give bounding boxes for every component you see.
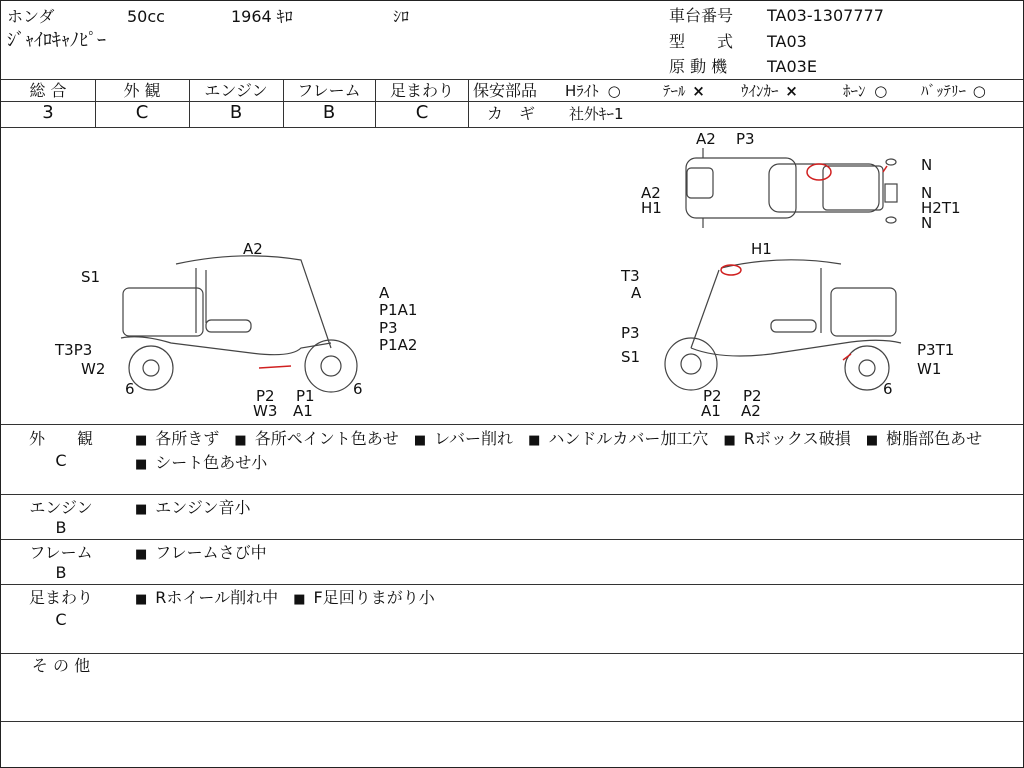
scooter-left-view [121, 256, 357, 392]
diagram-label: P2 [703, 387, 722, 405]
chassis-label: 車台番号 [669, 6, 734, 25]
section-label-engine: エンジン [29, 498, 93, 517]
section-label-other: そ の 他 [31, 656, 91, 675]
diagram-label: P1A2 [379, 336, 418, 354]
note-item: ■ Rホイール削れ中 [135, 588, 278, 607]
model-name: ｼﾞｬｲﾛｷｬﾉﾋﾟｰ [7, 30, 106, 51]
diagram-label: P3T1 [917, 341, 955, 359]
divider [1, 79, 1023, 80]
type-label: 型 式 [669, 32, 734, 51]
section-label-suspension: 足まわり [28, 588, 93, 607]
note-item: ■ F足回りまがり小 [293, 588, 435, 607]
grade-exterior: C [135, 102, 149, 123]
diagram-label: P3 [379, 319, 398, 337]
damage-labels [54, 130, 961, 420]
safety-item-headlight [565, 81, 621, 101]
section-grade-exterior: C [55, 451, 67, 470]
diagram-label: P2 [743, 387, 762, 405]
safety-item-horn [843, 81, 887, 101]
grade-header-exterior: 外 観 [123, 81, 161, 100]
scooter-top-view [686, 148, 897, 228]
divider [1, 539, 1023, 540]
grade-header-frame: フレーム [297, 81, 361, 100]
divider [468, 101, 1023, 102]
note-item: ■ エンジン音小 [135, 498, 251, 517]
diagram-label: P1A1 [379, 301, 418, 319]
grade-overall: 3 [42, 102, 54, 123]
diagram-label: H1 [641, 199, 662, 217]
diagram-label: H2T1 [921, 199, 961, 217]
diagram-label: A2 [696, 130, 716, 148]
diagram-label: A2 [741, 402, 761, 420]
divider [468, 79, 469, 127]
diagram-label: S1 [621, 348, 641, 366]
section-label-exterior: 外 観 [28, 429, 93, 448]
note-item: ■ シート色あせ小 [135, 453, 267, 472]
engine-value: TA03E [767, 57, 817, 76]
diagram-label: T3P3 [55, 341, 93, 359]
diagram-label: A2 [243, 240, 263, 258]
divider [1, 653, 1023, 654]
safety-item-name: Hﾗｲﾄ [565, 82, 599, 100]
section-grade-suspension: C [55, 610, 67, 629]
section-notes-frame [135, 542, 1015, 566]
section-grade-frame: B [55, 563, 67, 582]
safety-item-mark: × [692, 82, 705, 100]
diagram-label: 6 [353, 380, 363, 398]
diagram-label: W3 [253, 402, 278, 420]
diagram-label: N [921, 184, 933, 202]
grade-header-suspension: 足まわり [389, 81, 454, 100]
diagram-label: P2 [256, 387, 275, 405]
grade-header-overall: 総 合 [29, 81, 67, 100]
safety-item-mark: ○ [972, 82, 986, 100]
divider [95, 79, 96, 127]
safety-label: 保安部品 [473, 81, 538, 100]
grade-header-engine: エンジン [204, 81, 268, 100]
safety-item-name: ﾎｰﾝ [843, 82, 866, 100]
diagram-label: P1 [296, 387, 315, 405]
safety-item-mark: ○ [874, 82, 888, 100]
diagram-label: A1 [701, 402, 721, 420]
divider [283, 79, 284, 127]
diagram-label: N [921, 156, 933, 174]
safety-item-tail [663, 81, 705, 101]
diagram-label: A [631, 284, 642, 302]
grade-suspension: C [415, 102, 429, 123]
section-label-frame: フレーム [29, 543, 93, 562]
note-item: ■ 各所ペイント色あせ [234, 429, 398, 448]
divider [1, 721, 1023, 722]
scooter-right-view [665, 260, 901, 390]
diagram-label: 6 [883, 380, 893, 398]
key-label: カ ギ [487, 104, 536, 123]
mileage: 1964 ｷﾛ [231, 7, 293, 26]
diagram-label: P3 [736, 130, 755, 148]
note-item: ■ ハンドルカバー加工穴 [528, 429, 708, 448]
displacement: 50cc [127, 7, 165, 26]
section-grade-engine: B [55, 518, 67, 537]
diagram-label: T3 [621, 267, 640, 285]
diagram-label: A1 [293, 402, 313, 420]
chassis-value: TA03-1307777 [767, 6, 884, 25]
diagram-label: A [379, 284, 390, 302]
note-item: ■ 各所きず [135, 429, 219, 448]
section-notes-exterior [135, 428, 1015, 476]
divider [375, 79, 376, 127]
diagram-label: S1 [81, 268, 101, 286]
divider [189, 79, 190, 127]
grade-engine: B [229, 102, 243, 123]
diagram-label: N [921, 214, 933, 232]
divider [1, 494, 1023, 495]
safety-item-mark: × [785, 82, 798, 100]
safety-item-name: ｳｲﾝｶｰ [741, 82, 779, 100]
diagram-label: A2 [641, 184, 661, 202]
maker: ホンダ [7, 7, 55, 26]
key-value: 社外ｷｰ1 [569, 105, 624, 123]
diagram-label: P3 [621, 324, 640, 342]
divider [1, 584, 1023, 585]
color: ｼﾛ [393, 7, 410, 26]
grade-frame: B [322, 102, 336, 123]
section-notes-suspension [135, 587, 1015, 611]
note-item: ■ Rボックス破損 [724, 429, 851, 448]
safety-item-name: ﾃｰﾙ [663, 82, 686, 100]
type-value: TA03 [767, 32, 807, 51]
diagram-label: W2 [81, 360, 106, 378]
engine-label: 原 動 機 [669, 57, 728, 76]
safety-item-name: ﾊﾞｯﾃﾘｰ [921, 82, 967, 100]
section-notes-engine [135, 497, 1015, 521]
note-item: ■ 樹脂部色あせ [866, 429, 982, 448]
note-item: ■ レバー削れ [414, 429, 513, 448]
divider [1, 101, 469, 102]
damage-diagram [1, 128, 1023, 424]
diagram-label: W1 [917, 360, 942, 378]
diagram-label: 6 [125, 380, 135, 398]
damage-marks [259, 164, 887, 368]
divider [1, 424, 1023, 425]
note-item: ■ フレームさび中 [135, 543, 267, 562]
safety-item-winker [741, 81, 798, 101]
safety-item-battery [921, 81, 986, 101]
diagram-label: H1 [751, 240, 772, 258]
safety-item-mark: ○ [607, 82, 621, 100]
